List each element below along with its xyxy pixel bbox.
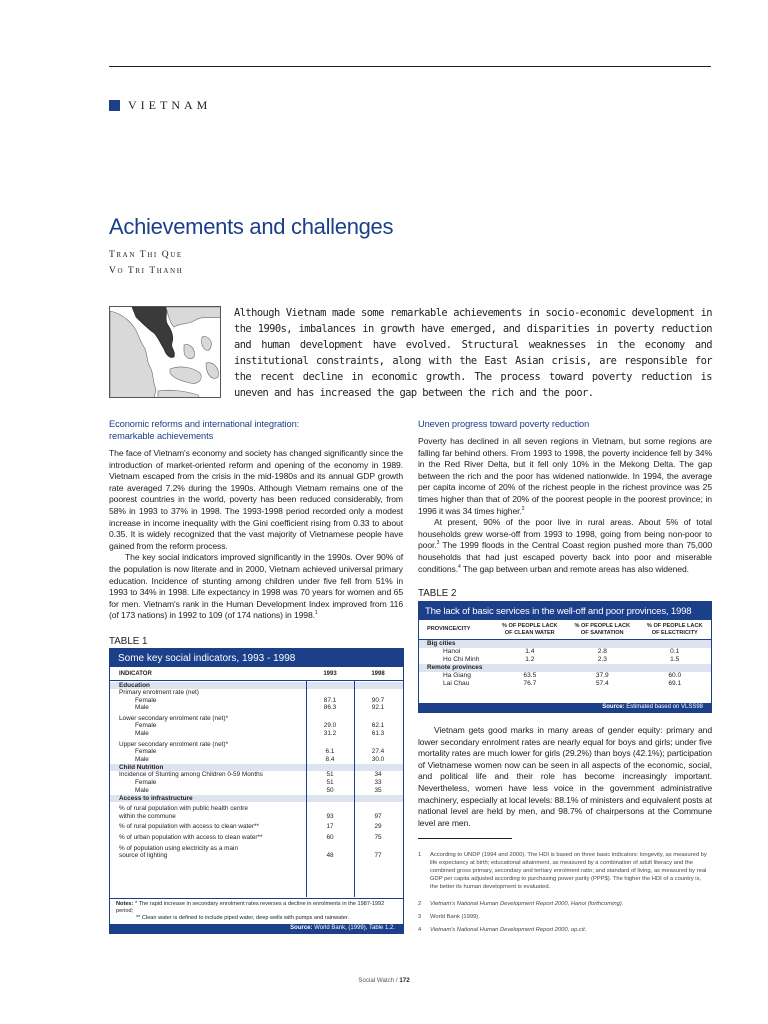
row-label: % of rural population with public health centre (119, 805, 248, 813)
table-row (110, 845, 403, 853)
row-label: Female (135, 722, 157, 730)
table-cell: 63.5 (523, 672, 537, 679)
header-line: % OF PEOPLE LACK (574, 622, 631, 629)
cell-1993: 60 (326, 833, 334, 841)
footnote-text: Vietnam's National Human Development Report 2000, op.cit. (430, 927, 587, 933)
footnote-number: 1 (418, 852, 422, 858)
table2 (418, 601, 712, 713)
cell-1993: 87.1 (323, 696, 337, 704)
paragraph-text: At present, 90% of the poor live in rural areas. About 5% of total households grew worse-off from 1993 to 1998, going from being non-poor to poor. (418, 517, 712, 551)
country-tag (109, 98, 211, 113)
section-heading-reforms (109, 418, 403, 442)
table-row (110, 704, 403, 712)
row-label: Hanoi (443, 648, 461, 655)
row-label: Male (135, 704, 149, 712)
table-cell: 57.4 (595, 680, 609, 687)
footnote-ref: 3 (436, 540, 440, 547)
table1 (109, 648, 404, 934)
heading-line-2: remarkable achievements (109, 431, 214, 441)
cell-1993: 8.4 (325, 755, 335, 763)
cell-1998: 75 (374, 833, 382, 841)
table2-header-row (419, 620, 711, 640)
right-column (418, 418, 712, 575)
header-line: % OF PEOPLE LACK (646, 622, 703, 629)
column-header: PROVINCE/CITY (427, 626, 471, 632)
cell-1998 (354, 845, 402, 853)
table-cell: 69.1 (668, 680, 682, 687)
header-line: OF ELECTRICITY (651, 629, 698, 636)
cell-1998: 77 (374, 852, 382, 860)
table-row (110, 852, 403, 860)
cell-1998: 61.3 (371, 729, 385, 737)
cell-1998 (354, 689, 402, 697)
table-row (110, 748, 403, 756)
row-label: Male (135, 755, 149, 763)
cell-1998: 30.0 (371, 755, 385, 763)
notes-label: Notes: (116, 901, 134, 907)
top-rule (109, 66, 711, 67)
table-row (419, 648, 711, 656)
cell-1998: 27.4 (371, 748, 385, 756)
table1-source (110, 924, 403, 933)
column-header (494, 623, 566, 637)
footnote (418, 851, 712, 891)
cell-1993 (306, 715, 354, 723)
table-row (110, 787, 403, 795)
square-bullet-icon (109, 100, 120, 111)
paragraph-text: Poverty has declined in all seven regions in Vietnam, but some regions are falling far behind others. From 1993 to 1998, the poverty incidence fell by 34% in the Red River Delta, but it fell only 10% in the Mekong Delta. The gap between the rich and the poor has widened nationwide. In 1994, the average per capita income of 20% of the richest people in the richest province was 25 times higher than that of 20% of the poorest people in the poorest province; in 1996 it was 34 times higher. (418, 436, 712, 516)
table2-body (419, 640, 711, 688)
row-label: Primary enrolment rate (net) (119, 689, 199, 696)
cell-1993 (306, 689, 354, 697)
source-text: Estimated based on VLSS98 (626, 704, 703, 710)
cell-1993: 51 (326, 771, 334, 779)
table-row (110, 741, 403, 749)
table-row (110, 779, 403, 787)
row-label: Lower secondary enrolment rate (net)* (119, 714, 229, 722)
row-label: % of population using electricity as a main (119, 844, 239, 852)
cell-1993: 93 (326, 812, 334, 820)
cell-1993: 6.1 (325, 748, 335, 756)
table-cell: 37.9 (595, 672, 609, 679)
cell-1998: 29 (374, 823, 382, 831)
cell-1993: 50 (326, 786, 334, 794)
section-heading-poverty: Uneven progress toward poverty reduction (418, 419, 590, 429)
table-row (419, 656, 711, 664)
paragraph-text: The gap between urban and remote areas has also widened. (460, 563, 689, 574)
column-header (639, 623, 711, 637)
country-label: VIETNAM (128, 98, 212, 112)
table-section-header: Education (110, 681, 403, 689)
row-label: Lai Chau (443, 680, 470, 687)
footnote-rule (418, 838, 512, 839)
cell-1998: 90.7 (371, 696, 385, 704)
paragraph: Vietnam gets good marks in many areas of gender equity: primary and lower secondary enrolment rates are nearly equal for boys and girls; under five mortality rates are much lower for girls (29.2%) than boys (42.1%); participation of Vietnamese women now can be seen in all aspects of the economic, social, and political life and their role has become increasingly important. Nevertheless, women have less voice in the government administrative machinery, especially at local levels: 88.1% of ministers and equivalent posts at national level are held by men, and 98.7% of chairpersons at the Commune level are men. (418, 725, 712, 828)
table-cell: 1.5 (670, 656, 680, 663)
footnote-ref: 1 (314, 610, 318, 617)
table2-label: TABLE 2 (418, 588, 457, 599)
table-row (419, 672, 711, 680)
table-row (110, 813, 403, 821)
row-label: within the commune (119, 812, 176, 820)
table-row (110, 805, 403, 813)
table1-body (110, 681, 403, 860)
table2-source (419, 703, 711, 712)
table2-title: The lack of basic services in the well-off and poor provinces, 1998 (419, 602, 711, 620)
page-number: 172 (399, 977, 410, 984)
row-label: % of rural population with access to clean water** (119, 823, 259, 831)
table-cell: 76.7 (523, 680, 537, 687)
table-section-header: Remote provinces (419, 664, 711, 672)
footnote-text: World Bank (1999). (430, 914, 480, 920)
table-row (110, 834, 403, 842)
row-label: Male (135, 729, 149, 737)
cell-1998 (354, 741, 402, 749)
table-row (110, 715, 403, 723)
page-footer (0, 977, 768, 984)
article-title: Achievements and challenges (109, 214, 394, 239)
row-label: Male (135, 786, 149, 794)
column-divider (306, 681, 307, 897)
row-label: Female (135, 748, 157, 756)
row-label: Female (135, 778, 157, 786)
table-section-header: Big cities (419, 640, 711, 648)
table1-notes (110, 898, 403, 924)
source-text: World Bank, (1999), Table 1.2. (314, 925, 395, 931)
table-row (110, 689, 403, 697)
row-label: Female (135, 696, 157, 704)
cell-1993 (306, 741, 354, 749)
footnote (418, 913, 712, 921)
cell-1998 (354, 715, 402, 723)
footnote (418, 900, 712, 908)
note-text: * The rapid increase in secondary enrolment rates reverses a decline in enrolments in the 1987-1992 period; (116, 901, 385, 914)
table1-label: TABLE 1 (109, 636, 148, 647)
row-label: source of lighting (119, 852, 168, 860)
table-section-header: Child Nutrition (110, 763, 403, 771)
southeast-asia-map-icon (109, 306, 221, 398)
footnote-number: 3 (418, 914, 422, 920)
header-line: OF SANITATION (580, 629, 624, 636)
table-row (110, 756, 403, 764)
table-row (419, 680, 711, 688)
cell-1998: 35 (374, 786, 382, 794)
row-label: Ha Giang (443, 672, 471, 679)
cell-1993 (306, 845, 354, 853)
publication-name: Social Watch / (358, 977, 398, 984)
cell-1998: 33 (374, 778, 382, 786)
paragraph (418, 517, 712, 575)
paragraph: The face of Vietnam's economy and society has changed significantly since the introduction of market-oriented reform and opening of the economy in 1989. Vietnam escaped from the crisis in the mid-1980s and its annual GDP growth rate averaged 7.2% during the 1990s. Although Vietnam remains one of the poorest countries in the world, poverty has been reduced considerably, from 58% in 1993 to 37% in 1998. The 1993-1998 period recorded only a modest increase in income inequality with the Gini coefficient rising from 0.33 to about 0.35. It is widely recognized that the vast majority of Vietnamese people have gained from the reform process. (109, 448, 403, 551)
header-line: % OF PEOPLE LACK (501, 622, 558, 629)
paragraph (418, 436, 712, 517)
column-header (566, 623, 638, 637)
column-header: INDICATOR (119, 670, 152, 677)
paragraph-text: The 1999 floods in the Central Coast region pushed more than 75,000 households that had just escaped poverty back into poor and miserable conditions. (418, 540, 712, 574)
article-abstract: Although Vietnam made some remarkable achievements in socio-economic development in the 1990s, imbalances in growth have emerged, and disparities in poverty reduction and human development have evolved. Structural weaknesses in the economy and institutional constraints, along with the East Asian crisis, are responsible for the recent decline in economic growth. The process toward poverty reduction is uneven and has increased the gap between the rich and the poor. (234, 307, 712, 399)
cell-1993: 48 (326, 852, 334, 860)
author-1: Tran Thi Que (109, 250, 183, 260)
cell-1998: 62.1 (371, 722, 385, 730)
table1-title: Some key social indicators, 1993 - 1998 (110, 649, 403, 667)
table-row (110, 722, 403, 730)
left-column (109, 418, 403, 622)
source-label: Source: (290, 925, 313, 931)
table-cell: 0.1 (670, 648, 680, 655)
row-label: % of urban population with access to clean water** (119, 833, 263, 841)
column-header: 1998 (371, 670, 385, 677)
table-row (110, 697, 403, 705)
row-label: Upper secondary enrolment rate (net)* (119, 740, 229, 748)
cell-1993: 51 (326, 778, 334, 786)
right-column-continued (418, 725, 712, 829)
row-label: Incidence of Stunting among Children 0-59 Months (119, 771, 263, 779)
footnote-number: 4 (418, 927, 422, 933)
table-cell: 1.2 (525, 656, 535, 663)
paragraph (109, 552, 403, 622)
column-header: 1993 (323, 670, 337, 677)
table-cell: 1.4 (525, 648, 535, 655)
heading-line-1: Economic reforms and international integration: (109, 419, 300, 429)
footnote (418, 926, 712, 934)
cell-1998: 92.1 (371, 704, 385, 712)
cell-1993: 86.3 (323, 704, 337, 712)
cell-1993 (306, 805, 354, 813)
column-divider (354, 681, 355, 897)
source-label: Source: (602, 704, 625, 710)
table-cell: 2.8 (597, 648, 607, 655)
table-cell: 2.3 (597, 656, 607, 663)
row-label: Ho Chi Minh (443, 656, 480, 663)
author-2: Vo Tri Thanh (109, 266, 184, 276)
footnote-number: 2 (418, 901, 422, 907)
cell-1993: 31.2 (323, 729, 337, 737)
table-section-header: Access to infrastructure (110, 794, 403, 802)
table1-header-row (110, 667, 403, 681)
header-line: OF CLEAN WATER (504, 629, 555, 636)
note-text: ** Clean water is defined to include piped water, deep wells with pumps and rainwater. (136, 915, 349, 921)
cell-1993: 29.0 (323, 722, 337, 730)
cell-1998 (354, 805, 402, 813)
table-cell: 60.0 (668, 672, 682, 679)
cell-1993: 17 (326, 823, 334, 831)
table-row (110, 730, 403, 738)
footnote-text: Vietnam's National Human Development Report 2000, Hanoi (forthcoming). (430, 901, 624, 907)
footnote-ref: 2 (521, 505, 525, 512)
cell-1998: 34 (374, 771, 382, 779)
cell-1998: 97 (374, 812, 382, 820)
footnote-ref: 4 (458, 563, 461, 570)
table-row (110, 771, 403, 779)
table-row (110, 823, 403, 831)
paragraph-text: The key social indicators improved significantly in the 1990s. Over 90% of the population is now literate and in 2000, Vietnam achieved universal primary education. Incidence of stunting among children under five fell from 51% in 1993 to 34% in 1998. Life expectancy in 1998 was 70 years for women and 65 for men. Vietnam's rank in the Human Development Index improved from 116 (of 173 nations) in 1992 to 109 (of 174 nations) in 1998. (109, 552, 403, 621)
footnote-text: According to UNDP (1994 and 2000). The HDI is based on three basic indicators: longevity, as measured by life expectancy at birth; educational attainment, as measured by a combination of adult literacy and the combined gross primary, secondary and tertiary enrolment ratio; and standard of living, as measured by real GDP per capita adjusted according to purchasing power parity (PPP$). The higher the HDI of a country is, the better its human development is evaluated. (430, 852, 707, 890)
